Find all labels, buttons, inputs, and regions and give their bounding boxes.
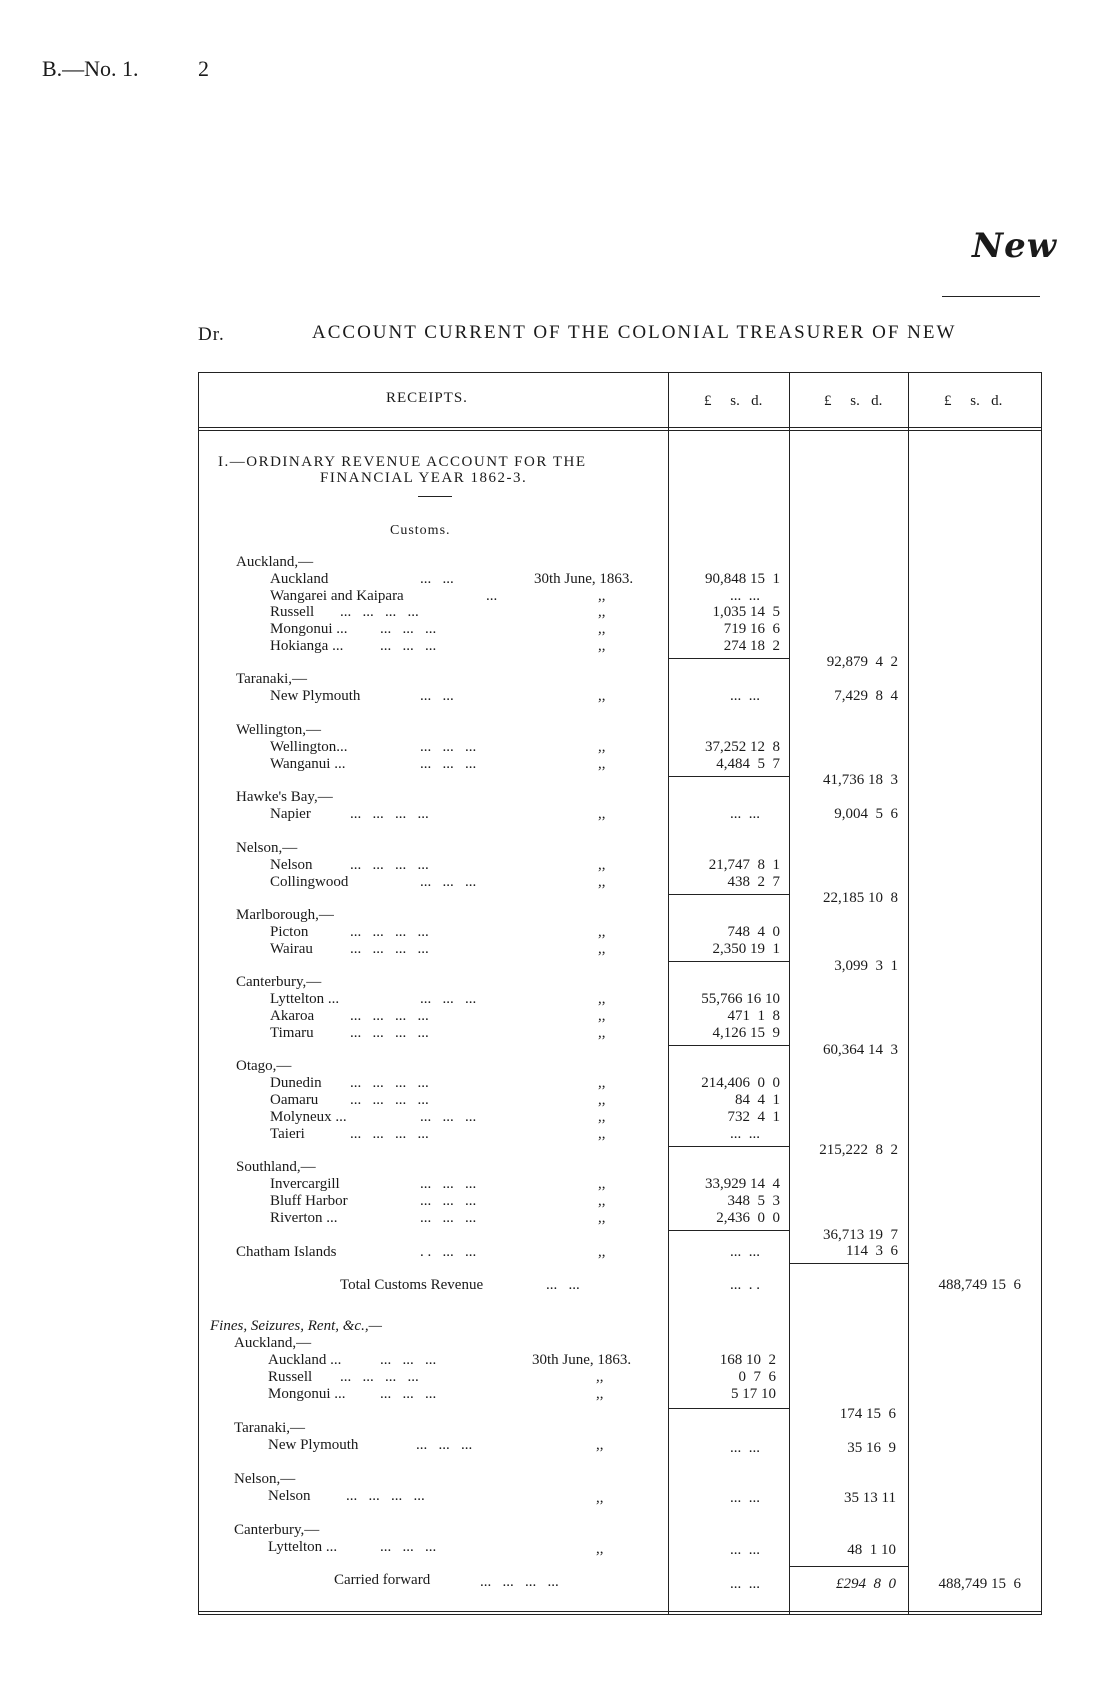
row-dunedin-date: ,, <box>598 1075 606 1091</box>
subtotal-southland: 36,713 19 7 <box>823 1227 898 1243</box>
row-f-auckland-label: Auckland ... <box>268 1352 342 1368</box>
series-label: B.—No. 1. <box>42 56 139 81</box>
row-napier-label: Napier <box>270 806 311 822</box>
section-heading-line1: I.—ORDINARY REVENUE ACCOUNT FOR THE <box>218 454 587 470</box>
row-oamaru-date: ,, <box>598 1092 606 1108</box>
row-molyneux-label: Molyneux ... <box>270 1109 347 1125</box>
lsd-header-1: £ s. d. <box>704 393 763 409</box>
carried-forward-total: 488,749 15 6 <box>938 1576 1021 1592</box>
left-border <box>198 372 199 1614</box>
row-lyttelton-label: Lyttelton ... <box>270 991 340 1007</box>
section-rule <box>418 496 452 497</box>
row-russell-dots: ... ... ... ... <box>340 604 419 620</box>
row-collingwood-label: Collingwood <box>270 874 349 890</box>
row-f-mongonui-amount: 5 17 10 <box>731 1386 776 1402</box>
row-taieri-dots: ... ... ... ... <box>350 1126 429 1142</box>
carried-forward-subtotal: £294 8 0 <box>836 1576 896 1592</box>
row-picton-label: Picton <box>270 924 309 940</box>
group-otago: Otago,— <box>236 1058 292 1074</box>
row-f-russell-date: ,, <box>596 1369 604 1385</box>
total-customs-label: Total Customs Revenue <box>340 1277 484 1293</box>
row-wairau-date: ,, <box>598 941 606 957</box>
row-russell-amount: 1,035 14 5 <box>712 604 780 620</box>
row-f-new-plymouth-amount: ... ... <box>730 1440 760 1456</box>
row-f-auckland-dots: ... ... ... <box>380 1352 437 1368</box>
row-f-auckland-amount: 168 10 2 <box>719 1352 776 1368</box>
row-russell-label: Russell <box>270 604 315 620</box>
row-f-russell-label: Russell <box>268 1369 313 1385</box>
carried-forward-dots: ... ... ... ... <box>480 1574 559 1590</box>
gothic-heading: New <box>972 226 1057 266</box>
row-f-nelson-dots: ... ... ... ... <box>346 1488 425 1504</box>
row-nelson-date: ,, <box>598 857 606 873</box>
row-nelson-label: Nelson <box>270 857 313 873</box>
subtotal-rule <box>669 1230 789 1231</box>
row-mongonui-dots: ... ... ... <box>380 621 437 637</box>
row-chatham-date: ,, <box>598 1244 606 1260</box>
row-f-auckland-date: 30th June, 1863. <box>532 1352 632 1368</box>
row-oamaru-amount: 84 4 1 <box>735 1092 780 1108</box>
page-number: 2 <box>198 56 209 81</box>
carried-forward-label: Carried forward <box>334 1572 431 1588</box>
subtotal-wellington: 41,736 18 3 <box>823 772 898 788</box>
lsd-header-3: £ s. d. <box>944 393 1003 409</box>
row-nelson-dots: ... ... ... ... <box>350 857 429 873</box>
carried-forward-amount-col: ... ... <box>730 1576 760 1592</box>
fines-heading: Fines, Seizures, Rent, &c.,— <box>210 1318 382 1334</box>
subtotal-taranaki: 7,429 8 4 <box>834 688 898 704</box>
subtotal-rule <box>789 1263 909 1264</box>
row-taieri-amount: ... ... <box>730 1126 760 1142</box>
right-border <box>1041 372 1042 1614</box>
row-hokianga-amount: 274 18 2 <box>723 638 780 654</box>
group-hawkes-bay: Hawke's Bay,— <box>236 789 333 805</box>
subtotal-f-canterbury: 48 1 10 <box>847 1542 896 1558</box>
subtotal-rule <box>789 1566 909 1567</box>
row-napier-amount: ... ... <box>730 806 760 822</box>
row-napier-date: ,, <box>598 806 606 822</box>
row-dunedin-label: Dunedin <box>270 1075 322 1091</box>
row-wanganui-date: ,, <box>598 756 606 772</box>
row-timaru-amount: 4,126 15 9 <box>712 1025 780 1041</box>
row-riverton-amount: 2,436 0 0 <box>716 1210 780 1226</box>
row-auckland-label: Auckland <box>270 571 329 587</box>
row-wellington-dots: ... ... ... <box>420 739 477 755</box>
row-new-plymouth-label: New Plymouth <box>270 688 361 704</box>
table-bottom-rule-2 <box>198 1614 1042 1615</box>
group-fines-canterbury: Canterbury,— <box>234 1522 320 1538</box>
row-invercargill-label: Invercargill <box>270 1176 340 1192</box>
row-wairau-label: Wairau <box>270 941 313 957</box>
row-dunedin-amount: 214,406 0 0 <box>701 1075 780 1091</box>
subtotal-f-nelson: 35 13 11 <box>844 1490 896 1506</box>
row-mongonui-date: ,, <box>598 621 606 637</box>
row-f-new-plymouth-dots: ... ... ... <box>416 1437 473 1453</box>
row-picton-date: ,, <box>598 924 606 940</box>
row-f-new-plymouth-label: New Plymouth <box>268 1437 359 1453</box>
row-akaroa-label: Akaroa <box>270 1008 315 1024</box>
row-collingwood-dots: ... ... ... <box>420 874 477 890</box>
subtotal-rule <box>669 776 789 777</box>
row-taieri-label: Taieri <box>270 1126 305 1142</box>
row-lyttelton-dots: ... ... ... <box>420 991 477 1007</box>
customs-heading: Customs. <box>390 523 451 538</box>
row-lyttelton-amount: 55,766 16 10 <box>701 991 780 1007</box>
row-collingwood-date: ,, <box>598 874 606 890</box>
row-chatham-label: Chatham Islands <box>236 1244 337 1260</box>
subtotal-chatham: 114 3 6 <box>846 1243 898 1259</box>
row-wangarei-label: Wangarei and Kaipara <box>270 588 404 604</box>
row-f-lyttelton-amount: ... ... <box>730 1542 760 1558</box>
row-f-mongonui-dots: ... ... ... <box>380 1386 437 1402</box>
account-title: ACCOUNT CURRENT OF THE COLONIAL TREASURER OF NEW <box>312 322 957 343</box>
header-bottom-rule-2 <box>198 430 1042 431</box>
heading-rule <box>942 296 1040 297</box>
row-wairau-dots: ... ... ... ... <box>350 941 429 957</box>
row-picton-amount: 748 4 0 <box>727 924 780 940</box>
row-riverton-label: Riverton ... <box>270 1210 338 1226</box>
row-wangarei-dots: ... <box>486 588 498 604</box>
row-hokianga-dots: ... ... ... <box>380 638 437 654</box>
col-divider-3 <box>908 372 909 1614</box>
row-dunedin-dots: ... ... ... ... <box>350 1075 429 1091</box>
row-timaru-label: Timaru <box>270 1025 314 1041</box>
section-heading-line2: FINANCIAL YEAR 1862-3. <box>320 470 528 486</box>
row-nelson-amount: 21,747 8 1 <box>708 857 780 873</box>
row-wanganui-dots: ... ... ... <box>420 756 477 772</box>
row-mongonui-amount: 719 16 6 <box>723 621 780 637</box>
subtotal-rule <box>669 961 789 962</box>
row-f-new-plymouth-date: ,, <box>596 1437 604 1453</box>
row-akaroa-dots: ... ... ... ... <box>350 1008 429 1024</box>
col-divider-2 <box>789 372 790 1614</box>
subtotal-auckland: 92,879 4 2 <box>826 654 898 670</box>
row-wangarei-amount: ... ... <box>730 588 760 604</box>
row-bluff-label: Bluff Harbor <box>270 1193 348 1209</box>
total-customs-amount-col: ... . . <box>730 1277 760 1293</box>
row-new-plymouth-amount: ... ... <box>730 688 760 704</box>
row-wellington-date: ,, <box>598 739 606 755</box>
subtotal-nelson: 22,185 10 8 <box>823 890 898 906</box>
row-f-nelson-amount: ... ... <box>730 1490 760 1506</box>
row-napier-dots: ... ... ... ... <box>350 806 429 822</box>
row-oamaru-label: Oamaru <box>270 1092 319 1108</box>
row-f-mongonui-label: Mongonui ... <box>268 1386 346 1402</box>
row-bluff-dots: ... ... ... <box>420 1193 477 1209</box>
group-nelson: Nelson,— <box>236 840 298 856</box>
row-molyneux-dots: ... ... ... <box>420 1109 477 1125</box>
group-wellington: Wellington,— <box>236 722 322 738</box>
row-bluff-date: ,, <box>598 1193 606 1209</box>
row-invercargill-date: ,, <box>598 1176 606 1192</box>
table-top-rule <box>198 372 1042 373</box>
row-wellington-amount: 37,252 12 8 <box>705 739 780 755</box>
row-chatham-dots: . . ... ... <box>420 1244 477 1260</box>
row-akaroa-date: ,, <box>598 1008 606 1024</box>
row-oamaru-dots: ... ... ... ... <box>350 1092 429 1108</box>
row-riverton-date: ,, <box>598 1210 606 1226</box>
group-fines-taranaki: Taranaki,— <box>234 1420 306 1436</box>
row-new-plymouth-dots: ... ... <box>420 688 454 704</box>
total-customs-dots: ... ... <box>546 1277 580 1293</box>
row-wairau-amount: 2,350 19 1 <box>712 941 780 957</box>
row-akaroa-amount: 471 1 8 <box>727 1008 780 1024</box>
row-f-nelson-label: Nelson <box>268 1488 311 1504</box>
subtotal-otago: 215,222 8 2 <box>819 1142 898 1158</box>
table-bottom-rule <box>198 1611 1042 1612</box>
row-bluff-amount: 348 5 3 <box>727 1193 780 1209</box>
col-divider-1 <box>668 372 669 1614</box>
row-mongonui-label: Mongonui ... <box>270 621 348 637</box>
row-wellington-label: Wellington... <box>270 739 348 755</box>
row-f-lyttelton-dots: ... ... ... <box>380 1539 437 1555</box>
row-f-lyttelton-label: Lyttelton ... <box>268 1539 338 1555</box>
row-timaru-dots: ... ... ... ... <box>350 1025 429 1041</box>
row-hokianga-label: Hokianga ... <box>270 638 344 654</box>
total-customs-revenue: 488,749 15 6 <box>938 1277 1021 1293</box>
row-wanganui-amount: 4,484 5 7 <box>716 756 780 772</box>
subtotal-f-taranaki: 35 16 9 <box>847 1440 896 1456</box>
group-auckland: Auckland,— <box>236 554 314 570</box>
group-fines-auckland: Auckland,— <box>234 1335 312 1351</box>
row-invercargill-amount: 33,929 14 4 <box>705 1176 780 1192</box>
group-southland: Southland,— <box>236 1159 316 1175</box>
row-hokianga-date: ,, <box>598 638 606 654</box>
debit-label: Dr. <box>198 324 225 345</box>
row-f-lyttelton-date: ,, <box>596 1541 604 1557</box>
header-bottom-rule <box>198 427 1042 428</box>
subtotal-marlborough: 3,099 3 1 <box>834 958 898 974</box>
subtotal-f-auckland: 174 15 6 <box>839 1406 896 1422</box>
row-lyttelton-date: ,, <box>598 991 606 1007</box>
row-new-plymouth-date: ,, <box>598 688 606 704</box>
row-auckland-date: 30th June, 1863. <box>534 571 634 587</box>
row-f-nelson-date: ,, <box>596 1490 604 1506</box>
row-timaru-date: ,, <box>598 1025 606 1041</box>
group-canterbury: Canterbury,— <box>236 974 322 990</box>
receipts-header: RECEIPTS. <box>386 390 468 406</box>
row-molyneux-date: ,, <box>598 1109 606 1125</box>
row-molyneux-amount: 732 4 1 <box>727 1109 780 1125</box>
group-marlborough: Marlborough,— <box>236 907 334 923</box>
subtotal-canterbury: 60,364 14 3 <box>823 1042 898 1058</box>
row-f-mongonui-date: ,, <box>596 1386 604 1402</box>
row-invercargill-dots: ... ... ... <box>420 1176 477 1192</box>
subtotal-rule <box>669 1146 789 1147</box>
row-picton-dots: ... ... ... ... <box>350 924 429 940</box>
row-chatham-amount: ... ... <box>730 1244 760 1260</box>
lsd-header-2: £ s. d. <box>824 393 883 409</box>
subtotal-rule <box>669 894 789 895</box>
row-auckland-amount: 90,848 15 1 <box>705 571 780 587</box>
row-russell-date: ,, <box>598 604 606 620</box>
group-taranaki: Taranaki,— <box>236 671 308 687</box>
subtotal-rule <box>669 1408 789 1409</box>
subtotal-rule <box>669 658 789 659</box>
group-fines-nelson: Nelson,— <box>234 1471 296 1487</box>
row-f-russell-amount: 0 7 6 <box>738 1369 776 1385</box>
row-wanganui-label: Wanganui ... <box>270 756 346 772</box>
row-taieri-date: ,, <box>598 1126 606 1142</box>
row-wangarei-date: ,, <box>598 588 606 604</box>
subtotal-hawkes-bay: 9,004 5 6 <box>834 806 898 822</box>
row-f-russell-dots: ... ... ... ... <box>340 1369 419 1385</box>
subtotal-rule <box>669 1045 789 1046</box>
row-collingwood-amount: 438 2 7 <box>727 874 780 890</box>
row-auckland-dots: ... ... <box>420 571 454 587</box>
row-riverton-dots: ... ... ... <box>420 1210 477 1226</box>
